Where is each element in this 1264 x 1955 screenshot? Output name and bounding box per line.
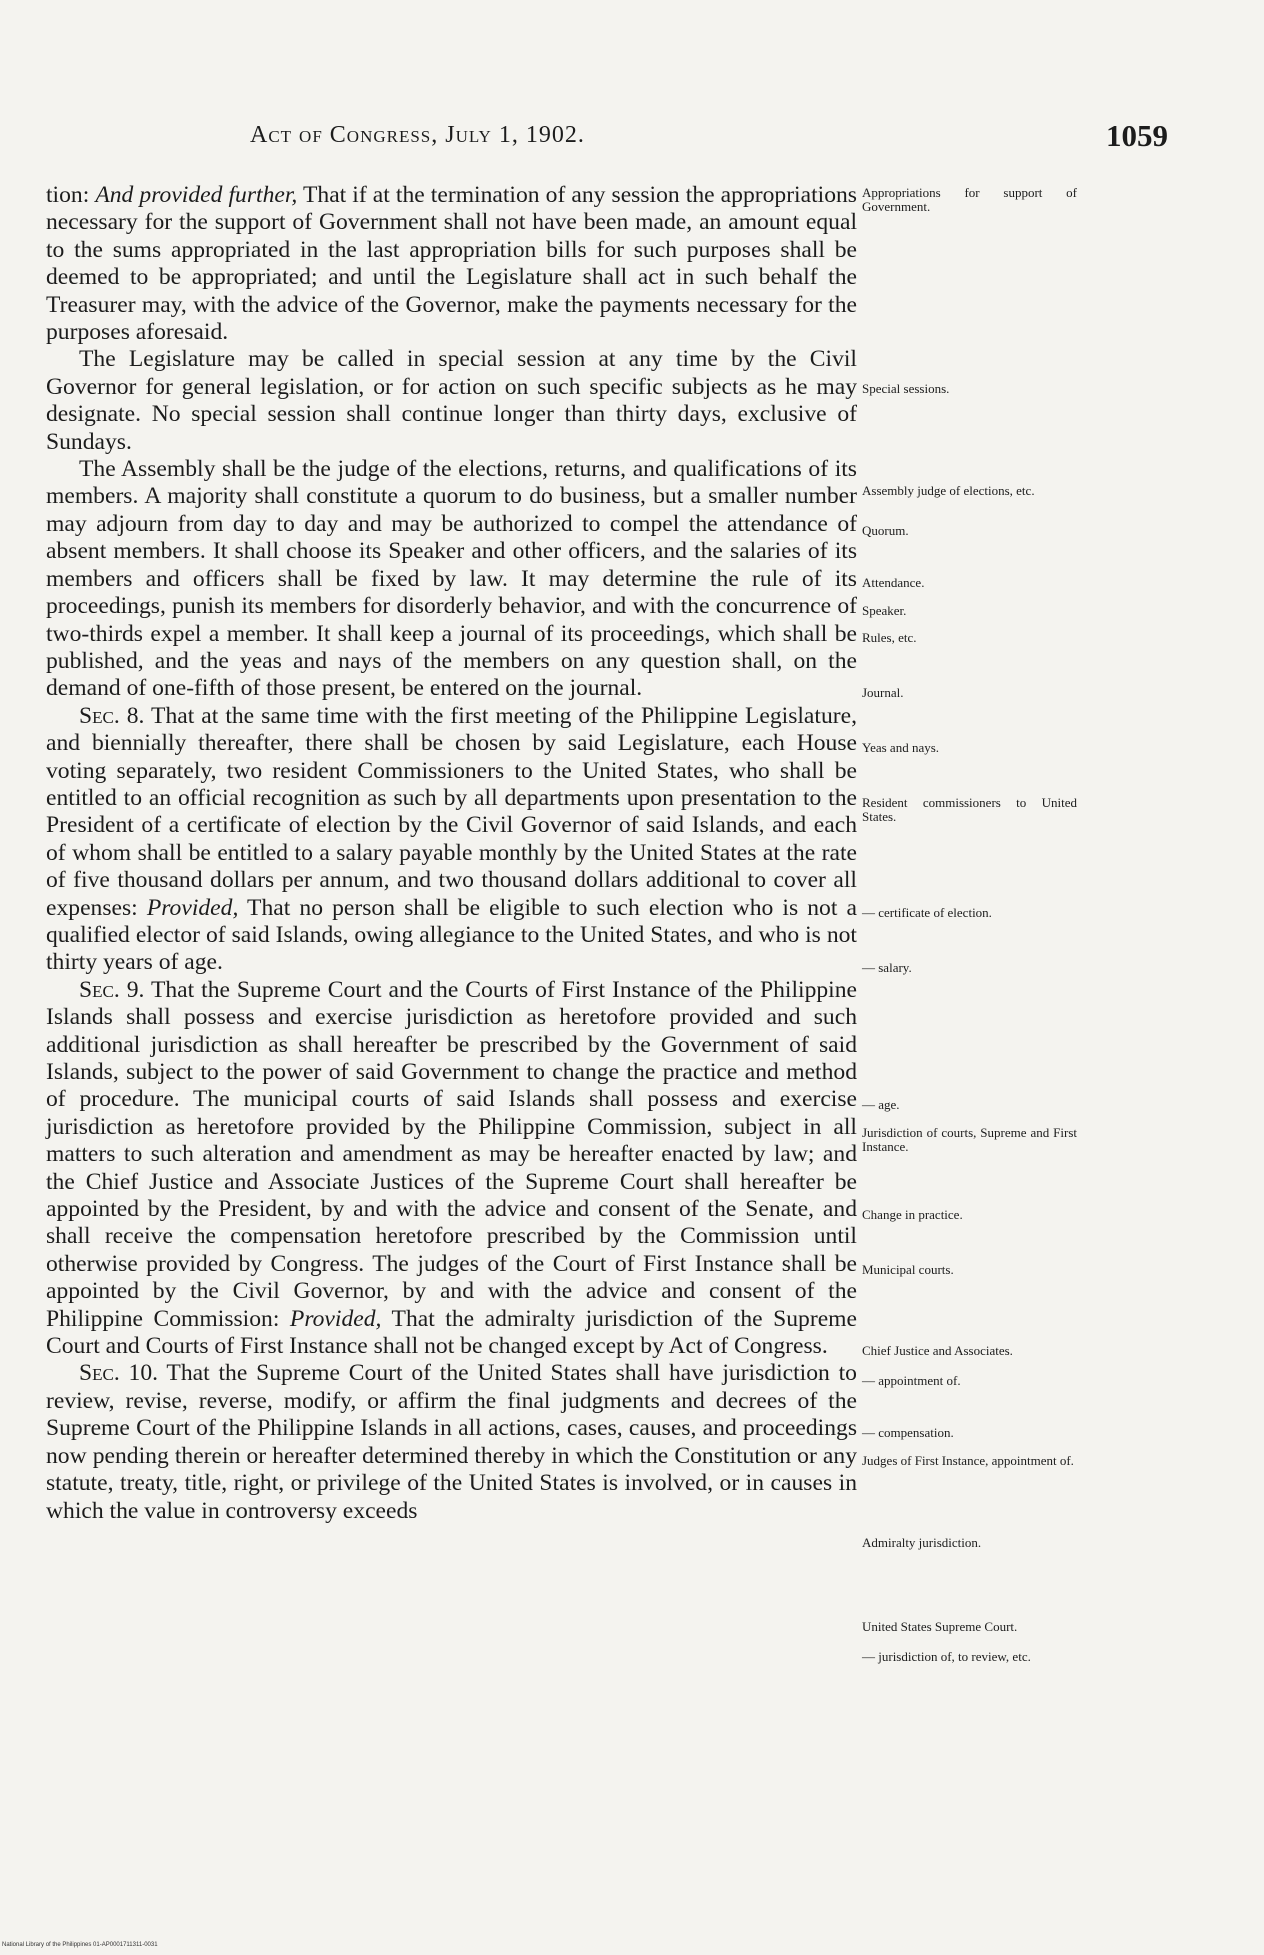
text-run: That the Supreme Court and the Courts of First Instance of the Philippine Islands shall possess and exercise jurisdiction as heretofore provided and such additional jurisdiction as shall hereafter be prescribed by the Government of said Islands, subject to the power of said Government to change the practice and method of procedure. The municipal courts of said Islands shall possess and exercise jurisdiction as heretofore provided by the Philippine Commission, subject in all matters to such alteration and amendment as may be hereafter enacted by law; and the Chief Justice and Associate Justices of the Supreme Court shall hereafter be appointed by the President, by and with the advice and consent of the Senate, and shall receive the compensation heretofore prescribed by the Commission until otherwise provided by Congress. The judges of the Court of First Instance shall be appointed by the Civil Governor, by and with the advice and consent of the Philippine Commission:	[46, 976, 857, 1332]
paragraph-special-sessions: The Legislature may be called in special session at any time by the Civil Governor for general legislation, or for action on such specific subjects as he may designate. No special session shall continue longer than thirty days, exclusive of Sundays.	[46, 346, 857, 455]
section-label: Sec. 8.	[79, 702, 145, 729]
scan-footer: National Library of the Philippines 01-AP0001711311-0031	[2, 1942, 158, 1948]
margin-note: Appropriations for support of Government.	[862, 185, 1077, 214]
paragraph-assembly: The Assembly shall be the judge of the elections, returns, and qualifications of its members. A majority shall constitute a quorum to do business, but a smaller number may adjourn from day to day and may be authorized to compel the attendance of absent members. It shall choose its Speaker and other officers, and the salaries of its members and officers shall be fixed by law. It may determine the rule of its proceedings, punish its members for disorderly behavior, and with the concurrence of two-thirds expel a member. It shall keep a journal of its proceedings, which shall be published, and the yeas and nays of the members on any question shall, on the demand of one-fifth of those present, be entered on the journal.	[46, 456, 857, 702]
text-run: tion:	[46, 182, 96, 208]
margin-note: — compensation.	[862, 1425, 954, 1440]
italic-proviso: Provided,	[146, 894, 239, 921]
italic-proviso: And provided further,	[95, 182, 298, 208]
margin-note: Jurisdiction of courts, Supreme and First Instance.	[862, 1125, 1077, 1154]
running-title: Act of Congress, July 1, 1902.	[250, 122, 585, 148]
margin-note: United States Supreme Court.	[862, 1619, 1018, 1634]
section-label: Sec. 9.	[79, 976, 145, 1003]
body-text	[46, 182, 857, 1525]
section-label: Sec. 10.	[79, 1360, 159, 1387]
margin-note: Rules, etc.	[862, 630, 917, 645]
margin-note: — salary.	[862, 960, 912, 975]
margin-note: Municipal courts.	[862, 1262, 954, 1277]
margin-note: — age.	[862, 1097, 900, 1112]
margin-note: Special sessions.	[862, 381, 950, 396]
margin-notes	[862, 0, 1077, 1955]
margin-note: — certificate of election.	[862, 905, 992, 920]
margin-note: Judges of First Instance, appointment of.	[862, 1453, 1074, 1468]
text-run: That if at the termination of any session the appropriations necessary for the support of Government shall not have been made, an amount equal to the sums appropriated in the last appropriation bills for such purposes shall be deemed to be appropriated; and until the Legislature shall act in such behalf the Treasurer may, with the advice of the Governor, make the payments necessary for the purposes aforesaid.	[46, 182, 857, 346]
section-10	[46, 1360, 857, 1524]
margin-note: Yeas and nays.	[862, 740, 940, 755]
italic-proviso: Provided,	[289, 1305, 382, 1332]
section-8	[46, 703, 857, 977]
margin-note: Chief Justice and Associates.	[862, 1343, 1013, 1358]
margin-note: Change in practice.	[862, 1207, 963, 1222]
text-run: That no person shall be eligible to such election who is not a qualified elector of said Islands, owing allegiance to the United States, and who is not thirty years of age.	[46, 894, 857, 976]
text-run: That the Supreme Court of the United States shall have jurisdiction to review, revise, reverse, modify, or affirm the final judgments and decrees of the Supreme Court of the Philippine Islands in all actions, cases, causes, and proceedings now pending therein or hereafter determined thereby in which the Constitution or any statute, treaty, title, right, or privilege of the United States is involved, or in causes in which the value in controversy exceeds	[46, 1360, 857, 1524]
text-run: That at the same time with the first meeting of the Philippine Legislature, and biennially thereafter, there shall be chosen by said Legislature, each House voting separately, two resident Commissioners to the United States, who shall be entitled to an official recognition as such by all departments upon presentation to the President of a certificate of election by the Civil Governor of said Islands, and each of whom shall be entitled to a salary payable monthly by the United States at the rate of five thousand dollars per annum, and two thousand dollars additional to cover all expenses:	[46, 702, 857, 921]
text-run: That the admiralty jurisdiction of the Supreme Court and Courts of First Instance shall not be changed except by Act of Congress.	[46, 1305, 857, 1360]
section-9	[46, 977, 857, 1361]
paragraph-appropriations	[46, 182, 857, 346]
margin-note: Assembly judge of elections, etc.	[862, 483, 1035, 498]
margin-note: — appointment of.	[862, 1373, 961, 1388]
margin-note: Resident commissioners to United States.	[862, 795, 1077, 824]
page-number: 1059	[1106, 118, 1168, 153]
margin-note: Attendance.	[862, 575, 925, 590]
margin-note: Journal.	[862, 685, 904, 700]
margin-note: — jurisdiction of, to review, etc.	[862, 1649, 1031, 1664]
margin-note: Admiralty jurisdiction.	[862, 1535, 982, 1550]
margin-note: Quorum.	[862, 523, 909, 538]
margin-note: Speaker.	[862, 603, 907, 618]
